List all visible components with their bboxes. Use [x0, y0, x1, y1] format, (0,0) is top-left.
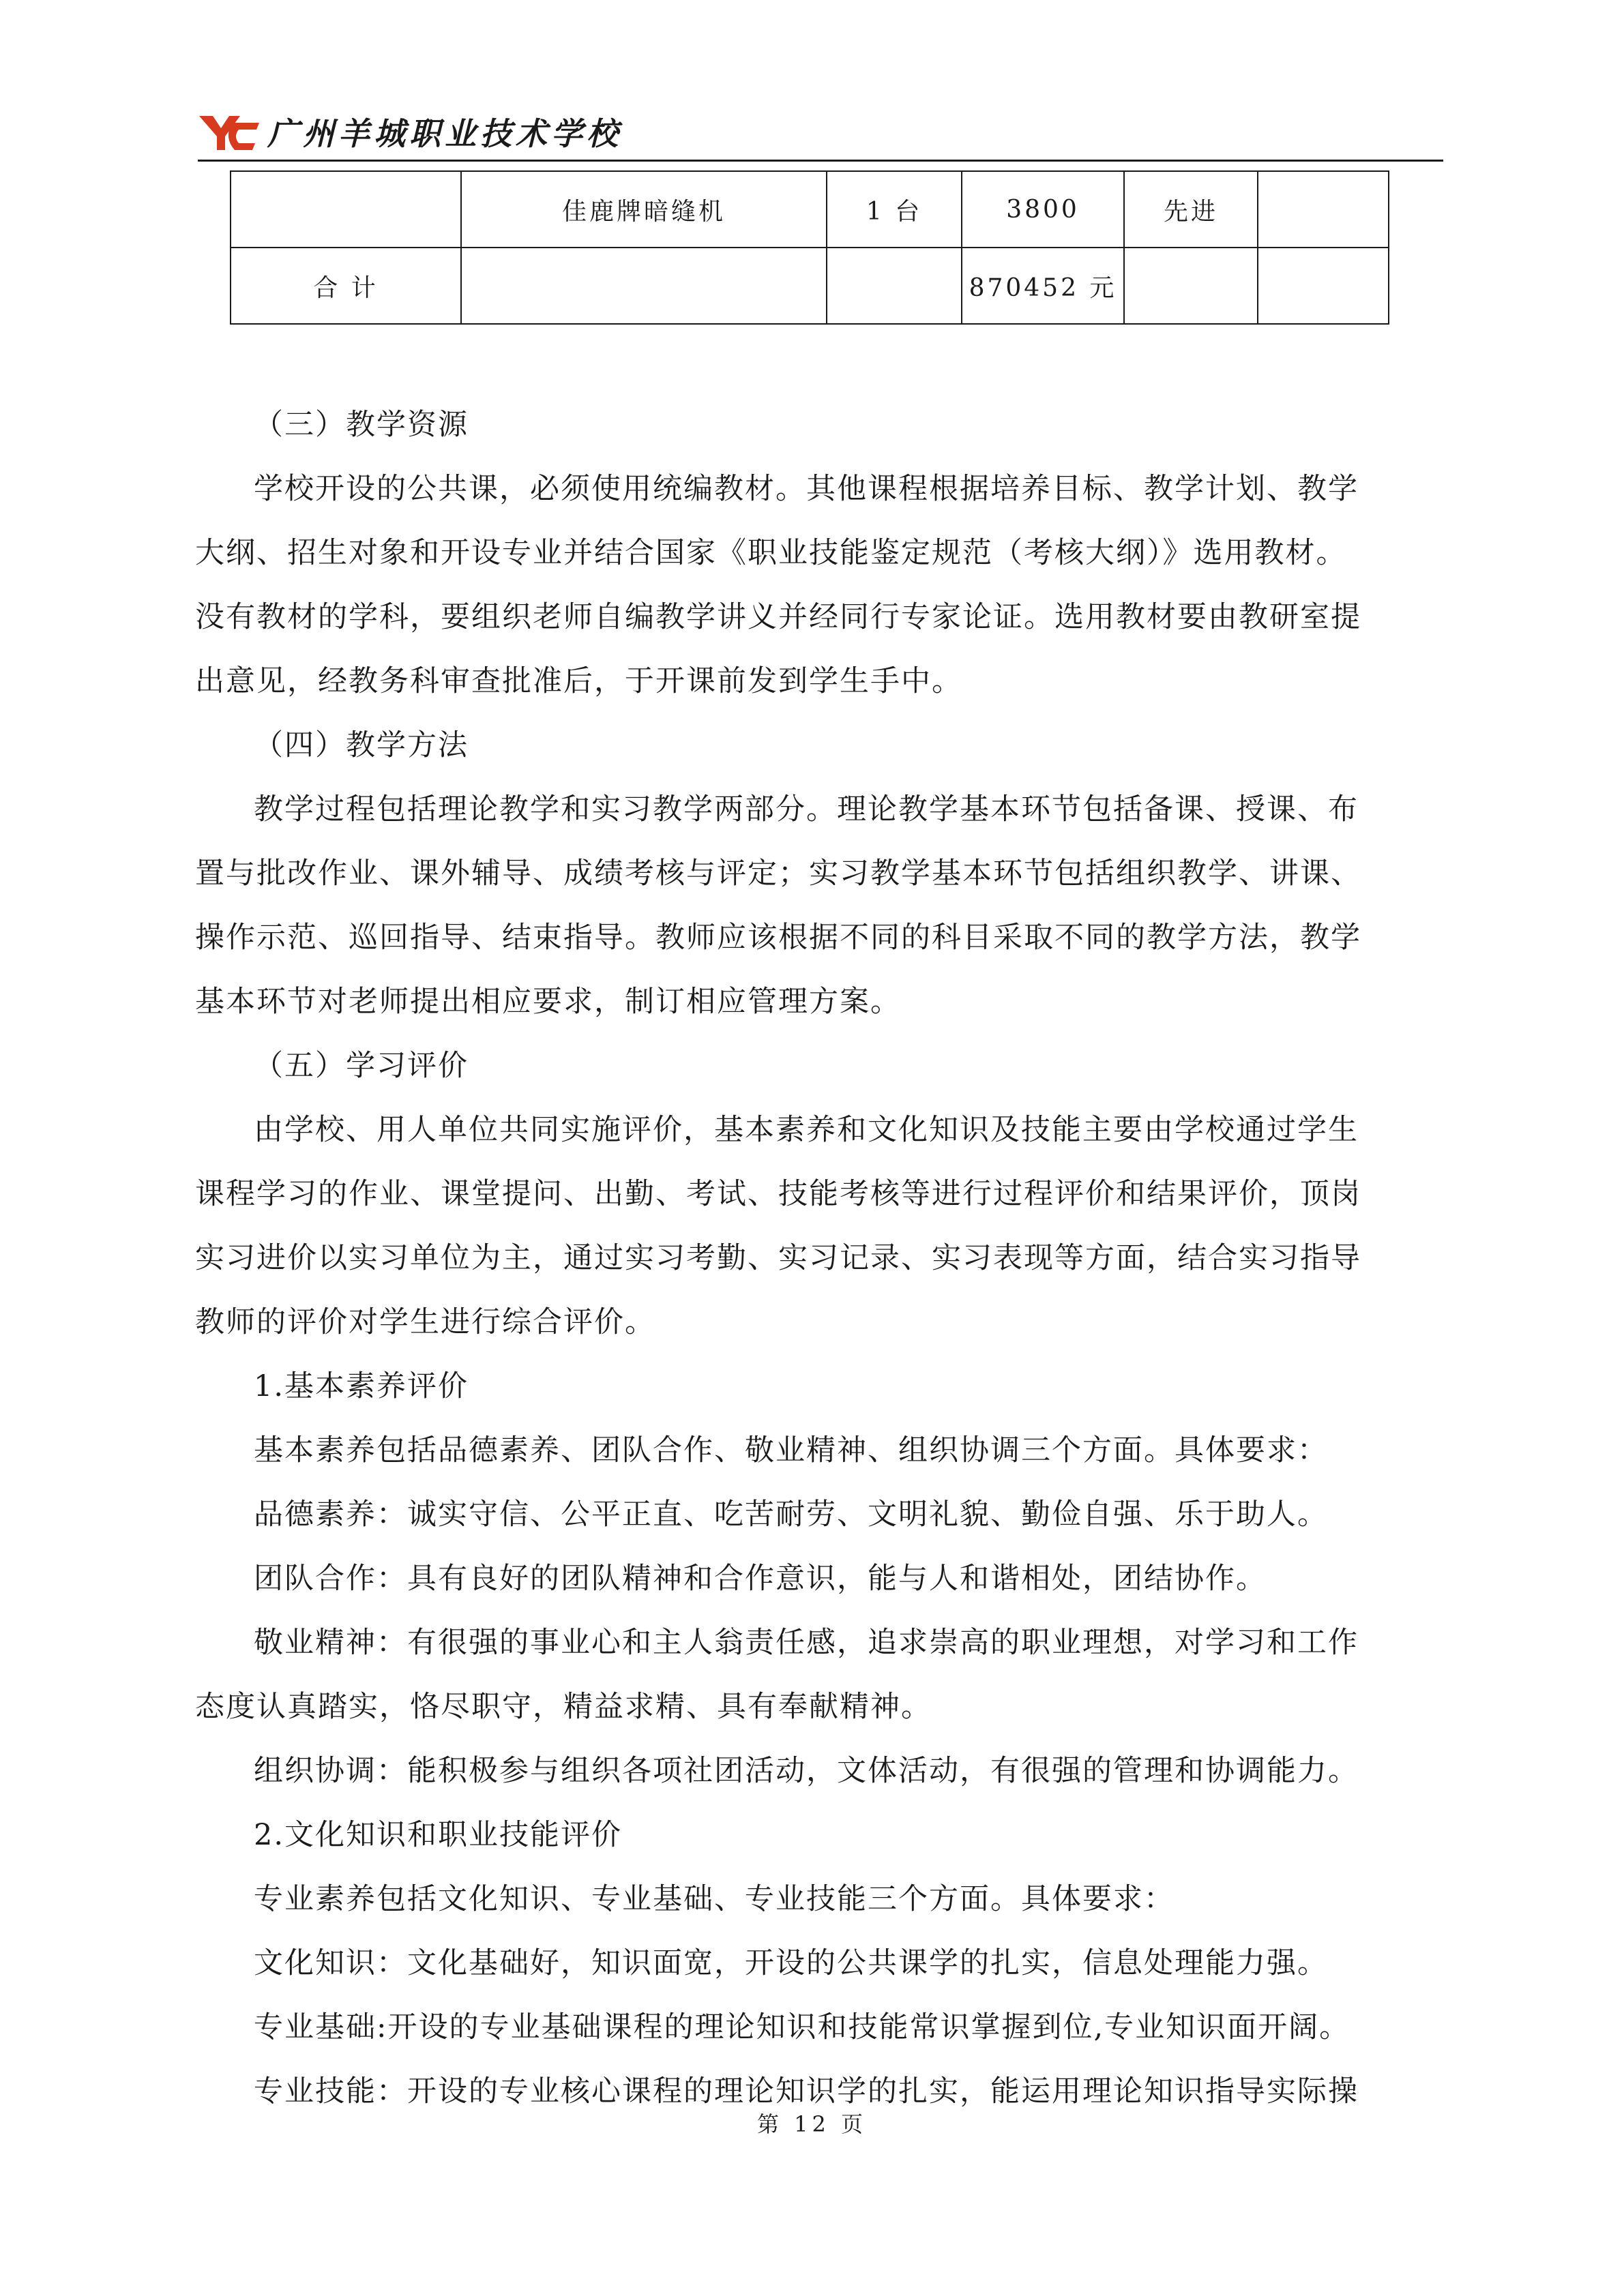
text-line: 由学校、用人单位共同实施评价，基本素养和文化知识及技能主要由学校通过学生 — [254, 1113, 1359, 1147]
text-line: 实习进价以实习单位为主，通过实习考勤、实习记录、实习表现等方面，结合实习指导 — [195, 1241, 1361, 1275]
table-cell: 1 台 — [827, 171, 962, 248]
text-line: 组织协调：能积极参与组织各项社团活动，文体活动，有很强的管理和协调能力。 — [254, 1754, 1359, 1788]
text-line: 出意见，经教务科审查批准后，于开课前发到学生手中。 — [195, 664, 962, 698]
text-line: 专业技能：开设的专业核心课程的理论知识学的扎实，能运用理论知识指导实际操 — [254, 2074, 1359, 2108]
text-line: 课程学习的作业、课堂提问、出勤、考试、技能考核等进行过程评价和结果评价，顶岗 — [195, 1177, 1361, 1211]
text-line: 教师的评价对学生进行综合评价。 — [195, 1305, 655, 1339]
page-header — [198, 109, 1443, 160]
table-cell: 先进 — [1124, 171, 1258, 248]
text-line: 团队合作：具有良好的团队精神和合作意识，能与人和谐相处，团结协作。 — [254, 1562, 1267, 1596]
table-cell — [1258, 248, 1389, 324]
text-line: 教学过程包括理论教学和实习教学两部分。理论教学基本环节包括备课、授课、布 — [254, 792, 1359, 826]
table-row — [231, 171, 1389, 248]
text-line: 学校开设的公共课，必须使用统编教材。其他课程根据培养目标、教学计划、教学 — [254, 472, 1359, 506]
table-cell — [1124, 248, 1258, 324]
table-cell — [827, 248, 962, 324]
text-line: （四）教学方法 — [254, 728, 469, 762]
table-cell — [461, 248, 827, 324]
text-line: 置与批改作业、课外辅导、成绩考核与评定；实习教学基本环节包括组织教学、讲课、 — [195, 856, 1361, 891]
table-row — [231, 248, 1389, 324]
text-line: （三）教学资源 — [254, 408, 469, 442]
equipment-table — [230, 170, 1389, 325]
text-line: 2.文化知识和职业技能评价 — [254, 1818, 623, 1852]
text-line: 基本环节对老师提出相应要求，制订相应管理方案。 — [195, 985, 901, 1019]
school-name: 广州羊城职业技术学校 — [267, 115, 622, 152]
text-line: 专业基础:开设的专业基础课程的理论知识和技能常识掌握到位,专业知识面开阔。 — [254, 2010, 1350, 2044]
text-line: 态度认真踏实，恪尽职守，精益求精、具有奉献精神。 — [195, 1690, 932, 1724]
text-line: 基本素养包括品德素养、团队合作、敬业精神、组织协调三个方面。具体要求： — [254, 1433, 1328, 1467]
document-body — [195, 393, 1442, 2123]
table-cell: 佳鹿牌暗缝机 — [461, 171, 827, 248]
table-cell — [231, 171, 461, 248]
table-cell: 3800 — [962, 171, 1124, 248]
text-line: 敬业精神：有很强的事业心和主人翁责任感，追求崇高的职业理想，对学习和工作 — [254, 1626, 1359, 1660]
text-line: 没有教材的学科，要组织老师自编教学讲义并经同行专家论证。选用教材要由教研室提 — [195, 600, 1361, 634]
text-line: 大纲、招生对象和开设专业并结合国家《职业技能鉴定规范（考核大纲）》选用教材。 — [195, 536, 1347, 570]
text-line: （五）学习评价 — [254, 1049, 469, 1083]
page-number: 第 12 页 — [756, 2111, 868, 2137]
header-divider — [198, 160, 1443, 162]
text-line: 文化知识：文化基础好，知识面宽，开设的公共课学的扎实，信息处理能力强。 — [254, 1946, 1328, 1980]
text-line: 1.基本素养评价 — [254, 1369, 469, 1403]
table-cell — [1258, 171, 1389, 248]
text-line: 操作示范、巡回指导、结束指导。教师应该根据不同的科目采取不同的教学方法，教学 — [195, 921, 1361, 955]
text-line: 品德素养：诚实守信、公平正直、吃苦耐劳、文明礼貌、勤俭自强、乐于助人。 — [254, 1497, 1328, 1532]
school-logo-icon — [198, 113, 261, 151]
text-line: 专业素养包括文化知识、专业基础、专业技能三个方面。具体要求： — [254, 1882, 1175, 1916]
total-label-cell: 合 计 — [231, 248, 461, 324]
total-value-cell: 870452 元 — [962, 248, 1124, 324]
